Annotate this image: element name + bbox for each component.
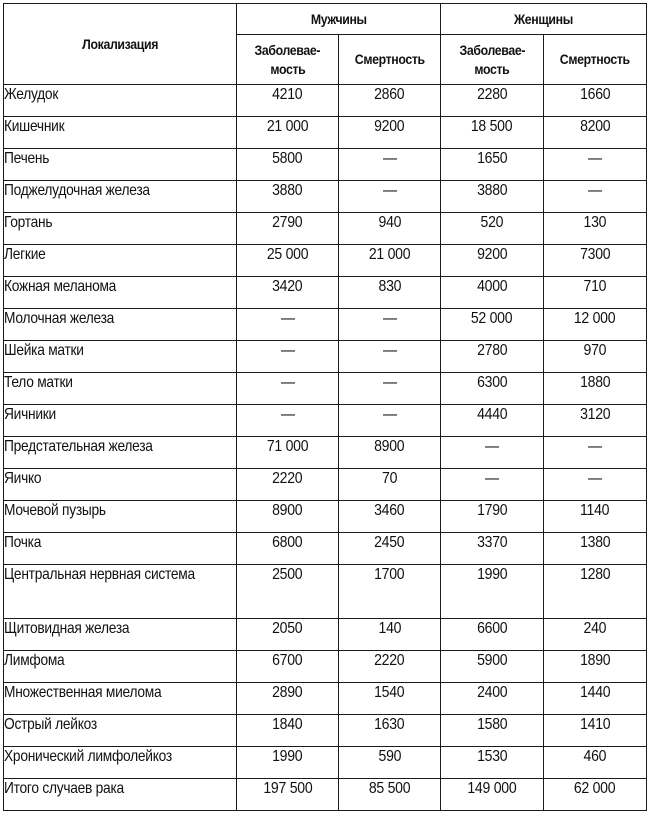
localization-cell (4, 619, 237, 651)
localization-label: Желудок (4, 86, 59, 103)
women-mortality-cell (544, 683, 647, 715)
men-incidence-cell (237, 341, 339, 373)
localization-cell (4, 565, 237, 619)
cell-value: 4440 (476, 406, 508, 423)
cell-value: 2220 (272, 470, 303, 487)
women-mortality-cell (544, 213, 647, 245)
localization-label: Легкие (4, 246, 46, 263)
localization-label: Молочная железа (4, 310, 115, 327)
cell-value: 2790 (272, 214, 303, 231)
localization-label: Шейка матки (4, 342, 84, 359)
header-line2: мость (474, 60, 510, 77)
women-mortality-cell (544, 277, 647, 309)
localization-cell (4, 651, 237, 683)
cell-value: 1660 (579, 86, 611, 103)
cell-value: 1790 (476, 502, 508, 519)
cell-value: — (382, 342, 397, 359)
localization-label: Кишечник (4, 118, 65, 135)
localization-label: Щитовидная железа (4, 620, 130, 637)
cell-value: 1280 (579, 566, 611, 583)
cell-value: — (588, 438, 602, 455)
header-women-mortality (544, 35, 647, 85)
cell-value: 6600 (476, 620, 508, 637)
table-row (4, 245, 647, 277)
table-row (4, 565, 647, 619)
localization-label: Множественная миелома (4, 684, 162, 701)
women-mortality-cell (544, 619, 647, 651)
cell-value: 9200 (476, 246, 508, 263)
cell-value: 1440 (579, 684, 611, 701)
table-row (4, 149, 647, 181)
cell-value: 197 500 (262, 780, 313, 797)
cell-value: — (280, 374, 295, 391)
men-mortality-cell (339, 149, 441, 181)
table-row (4, 469, 647, 501)
women-incidence-cell (441, 373, 544, 405)
header-line1: Заболевае- (459, 41, 525, 58)
men-incidence-cell (237, 309, 339, 341)
cell-value: 5900 (476, 652, 508, 669)
localization-label: Печень (4, 150, 50, 167)
women-incidence-cell (441, 341, 544, 373)
localization-cell (4, 501, 237, 533)
cell-value: 1580 (476, 716, 508, 733)
cell-value: 2860 (374, 86, 405, 103)
women-mortality-cell (544, 405, 647, 437)
men-incidence-cell (237, 245, 339, 277)
women-incidence-cell (441, 779, 544, 811)
men-incidence-cell (237, 747, 339, 779)
table-row (4, 779, 647, 811)
cell-value: 85 500 (368, 780, 411, 797)
women-mortality-cell (544, 309, 647, 341)
cell-value: 3880 (272, 182, 303, 199)
men-incidence-cell (237, 683, 339, 715)
men-mortality-cell (339, 533, 441, 565)
women-mortality-cell (544, 533, 647, 565)
cell-value: 8900 (374, 438, 405, 455)
women-incidence-cell (441, 747, 544, 779)
table-row (4, 651, 647, 683)
localization-label: Яичко (4, 470, 42, 487)
men-incidence-cell (237, 469, 339, 501)
cell-value: — (485, 470, 499, 487)
women-mortality-cell (544, 85, 647, 117)
localization-label: Итого случаев рака (4, 780, 124, 797)
women-incidence-cell (441, 565, 544, 619)
localization-cell (4, 85, 237, 117)
men-mortality-cell (339, 619, 441, 651)
cell-value: 149 000 (467, 780, 517, 797)
cell-value: 7300 (579, 246, 611, 263)
cell-value: 710 (583, 278, 607, 295)
header-group-men-label: Мужчины (310, 11, 367, 27)
women-incidence-cell (441, 715, 544, 747)
cell-value: — (382, 374, 397, 391)
women-mortality-cell (544, 341, 647, 373)
cell-value: 18 500 (471, 118, 513, 135)
men-mortality-cell (339, 245, 441, 277)
men-incidence-cell (237, 213, 339, 245)
women-incidence-cell (441, 309, 544, 341)
header-men-incidence (237, 35, 339, 85)
cell-value: 1540 (374, 684, 405, 701)
cell-value: 590 (378, 748, 401, 765)
cell-value: 970 (583, 342, 607, 359)
localization-cell (4, 683, 237, 715)
header-group-women (441, 4, 647, 35)
men-mortality-cell (339, 373, 441, 405)
localization-cell (4, 309, 237, 341)
table-row (4, 213, 647, 245)
men-incidence-cell (237, 501, 339, 533)
men-mortality-cell (339, 747, 441, 779)
localization-label: Кожная меланома (4, 278, 117, 295)
men-incidence-cell (237, 277, 339, 309)
localization-cell (4, 533, 237, 565)
women-mortality-cell (544, 245, 647, 277)
cell-value: 1700 (374, 566, 405, 583)
cell-value: 1890 (579, 652, 611, 669)
women-incidence-cell (441, 683, 544, 715)
table-body (4, 85, 647, 811)
women-mortality-cell (544, 747, 647, 779)
cell-value: 21 000 (368, 246, 411, 263)
cell-value: 140 (378, 620, 401, 637)
cell-value: 3370 (476, 534, 508, 551)
cell-value: 4000 (476, 278, 508, 295)
cell-value: 240 (583, 620, 607, 637)
women-mortality-cell (544, 565, 647, 619)
cell-value: 1410 (579, 716, 611, 733)
cell-value: — (382, 150, 397, 167)
cell-value: — (382, 182, 397, 199)
localization-cell (4, 469, 237, 501)
men-incidence-cell (237, 181, 339, 213)
men-mortality-cell (339, 683, 441, 715)
header-localization (4, 4, 237, 85)
header-men-mortality (339, 35, 441, 85)
cell-value: 3880 (476, 182, 508, 199)
women-incidence-cell (441, 85, 544, 117)
table-row (4, 533, 647, 565)
localization-label: Поджелудочная железа (4, 182, 150, 199)
cell-value: — (280, 406, 295, 423)
women-incidence-cell (441, 651, 544, 683)
table-row (4, 341, 647, 373)
cell-value: — (588, 182, 602, 199)
men-incidence-cell (237, 533, 339, 565)
cell-value: 6700 (272, 652, 303, 669)
table-row (4, 117, 647, 149)
cell-value: — (588, 150, 602, 167)
men-incidence-cell (237, 651, 339, 683)
women-mortality-cell (544, 437, 647, 469)
header-line2: мость (269, 60, 306, 77)
localization-label: Почка (4, 534, 42, 551)
cell-value: 2450 (374, 534, 405, 551)
women-incidence-cell (441, 149, 544, 181)
header-localization-label: Локализация (82, 36, 158, 52)
table-row (4, 747, 647, 779)
women-incidence-cell (441, 181, 544, 213)
table-row (4, 277, 647, 309)
cell-value: 21 000 (266, 118, 309, 135)
cell-value: — (382, 310, 397, 327)
cell-value: 1380 (579, 534, 611, 551)
women-mortality-cell (544, 501, 647, 533)
men-mortality-cell (339, 117, 441, 149)
women-mortality-cell (544, 373, 647, 405)
localization-label: Тело матки (4, 374, 73, 391)
localization-cell (4, 715, 237, 747)
men-incidence-cell (237, 715, 339, 747)
men-incidence-cell (237, 85, 339, 117)
cell-value: 6300 (476, 374, 508, 391)
header-line1: Смертность (354, 51, 425, 67)
cell-value: — (280, 310, 295, 327)
localization-cell (4, 213, 237, 245)
header-women-incidence (441, 35, 544, 85)
women-mortality-cell (544, 469, 647, 501)
cell-value: 940 (378, 214, 401, 231)
cell-value: 1880 (579, 374, 611, 391)
women-incidence-cell (441, 245, 544, 277)
cell-value: 52 000 (471, 310, 513, 327)
cell-value: 9200 (374, 118, 405, 135)
cell-value: 1630 (374, 716, 405, 733)
cell-value: 70 (381, 470, 398, 487)
localization-label: Острый лейкоз (4, 716, 97, 733)
localization-cell (4, 437, 237, 469)
women-mortality-cell (544, 651, 647, 683)
localization-cell (4, 373, 237, 405)
cell-value: 3460 (374, 502, 405, 519)
header-group-men (237, 4, 441, 35)
men-mortality-cell (339, 181, 441, 213)
men-incidence-cell (237, 437, 339, 469)
cell-value: 3120 (579, 406, 611, 423)
women-incidence-cell (441, 213, 544, 245)
cell-value: 5800 (272, 150, 303, 167)
men-incidence-cell (237, 565, 339, 619)
header-group-women-label: Женщины (514, 11, 573, 27)
cell-value: 8200 (579, 118, 611, 135)
cell-value: 4210 (272, 86, 303, 103)
women-incidence-cell (441, 469, 544, 501)
localization-label: Хронический лимфолейкоз (4, 748, 172, 765)
cell-value: 2050 (272, 620, 303, 637)
table-row (4, 85, 647, 117)
table-row (4, 373, 647, 405)
women-mortality-cell (544, 149, 647, 181)
table-row (4, 683, 647, 715)
cell-value: 830 (378, 278, 401, 295)
localization-label: Лимфома (4, 652, 65, 669)
men-mortality-cell (339, 309, 441, 341)
cell-value: 1990 (272, 748, 303, 765)
localization-cell (4, 181, 237, 213)
cell-value: — (382, 406, 397, 423)
women-mortality-cell (544, 181, 647, 213)
table-row (4, 309, 647, 341)
cell-value: 1650 (476, 150, 508, 167)
cell-value: 3420 (272, 278, 303, 295)
localization-cell (4, 405, 237, 437)
women-incidence-cell (441, 437, 544, 469)
women-incidence-cell (441, 619, 544, 651)
cell-value: 1530 (476, 748, 508, 765)
cell-value: 130 (583, 214, 607, 231)
cell-value: — (280, 342, 295, 359)
cell-value: 12 000 (574, 310, 616, 327)
men-mortality-cell (339, 85, 441, 117)
table-row (4, 501, 647, 533)
cell-value: 6800 (272, 534, 303, 551)
cell-value: 8900 (272, 502, 303, 519)
cell-value: 2780 (476, 342, 508, 359)
table-row (4, 405, 647, 437)
localization-cell (4, 341, 237, 373)
men-mortality-cell (339, 501, 441, 533)
women-incidence-cell (441, 117, 544, 149)
cell-value: 2890 (272, 684, 303, 701)
localization-cell (4, 747, 237, 779)
cell-value: 1990 (476, 566, 508, 583)
localization-label: Мочевой пузырь (4, 502, 106, 519)
localization-label: Яичники (4, 406, 56, 423)
cell-value: — (485, 438, 499, 455)
cell-value: 2220 (374, 652, 405, 669)
cell-value: 2280 (476, 86, 508, 103)
cell-value: 2500 (272, 566, 303, 583)
table-header (4, 4, 647, 85)
localization-cell (4, 245, 237, 277)
cell-value: 62 000 (574, 780, 616, 797)
cancer-statistics-table (3, 3, 647, 811)
localization-cell (4, 117, 237, 149)
table-row (4, 619, 647, 651)
men-mortality-cell (339, 651, 441, 683)
localization-label: Гортань (4, 214, 53, 231)
women-incidence-cell (441, 501, 544, 533)
women-mortality-cell (544, 117, 647, 149)
men-mortality-cell (339, 779, 441, 811)
women-incidence-cell (441, 405, 544, 437)
women-mortality-cell (544, 715, 647, 747)
women-mortality-cell (544, 779, 647, 811)
men-mortality-cell (339, 213, 441, 245)
localization-cell (4, 779, 237, 811)
table-row (4, 181, 647, 213)
cell-value: 25 000 (266, 246, 309, 263)
men-incidence-cell (237, 373, 339, 405)
women-incidence-cell (441, 533, 544, 565)
cell-value: — (588, 470, 602, 487)
men-mortality-cell (339, 341, 441, 373)
cell-value: 1840 (272, 716, 303, 733)
localization-label: Предстательная железа (4, 438, 153, 455)
table-row (4, 715, 647, 747)
cell-value: 460 (583, 748, 607, 765)
header-line1: Смертность (560, 51, 631, 67)
men-mortality-cell (339, 405, 441, 437)
table-row (4, 437, 647, 469)
men-mortality-cell (339, 277, 441, 309)
men-incidence-cell (237, 117, 339, 149)
localization-cell (4, 149, 237, 181)
cell-value: 520 (480, 214, 504, 231)
header-line1: Заболевае- (254, 41, 321, 58)
men-mortality-cell (339, 469, 441, 501)
cell-value: 1140 (580, 502, 610, 519)
localization-label: Центральная нервная система (4, 566, 195, 583)
cell-value: 2400 (476, 684, 508, 701)
men-incidence-cell (237, 779, 339, 811)
localization-cell (4, 277, 237, 309)
men-incidence-cell (237, 405, 339, 437)
women-incidence-cell (441, 277, 544, 309)
cell-value: 71 000 (266, 438, 309, 455)
men-incidence-cell (237, 619, 339, 651)
men-mortality-cell (339, 715, 441, 747)
men-incidence-cell (237, 149, 339, 181)
men-mortality-cell (339, 565, 441, 619)
men-mortality-cell (339, 437, 441, 469)
